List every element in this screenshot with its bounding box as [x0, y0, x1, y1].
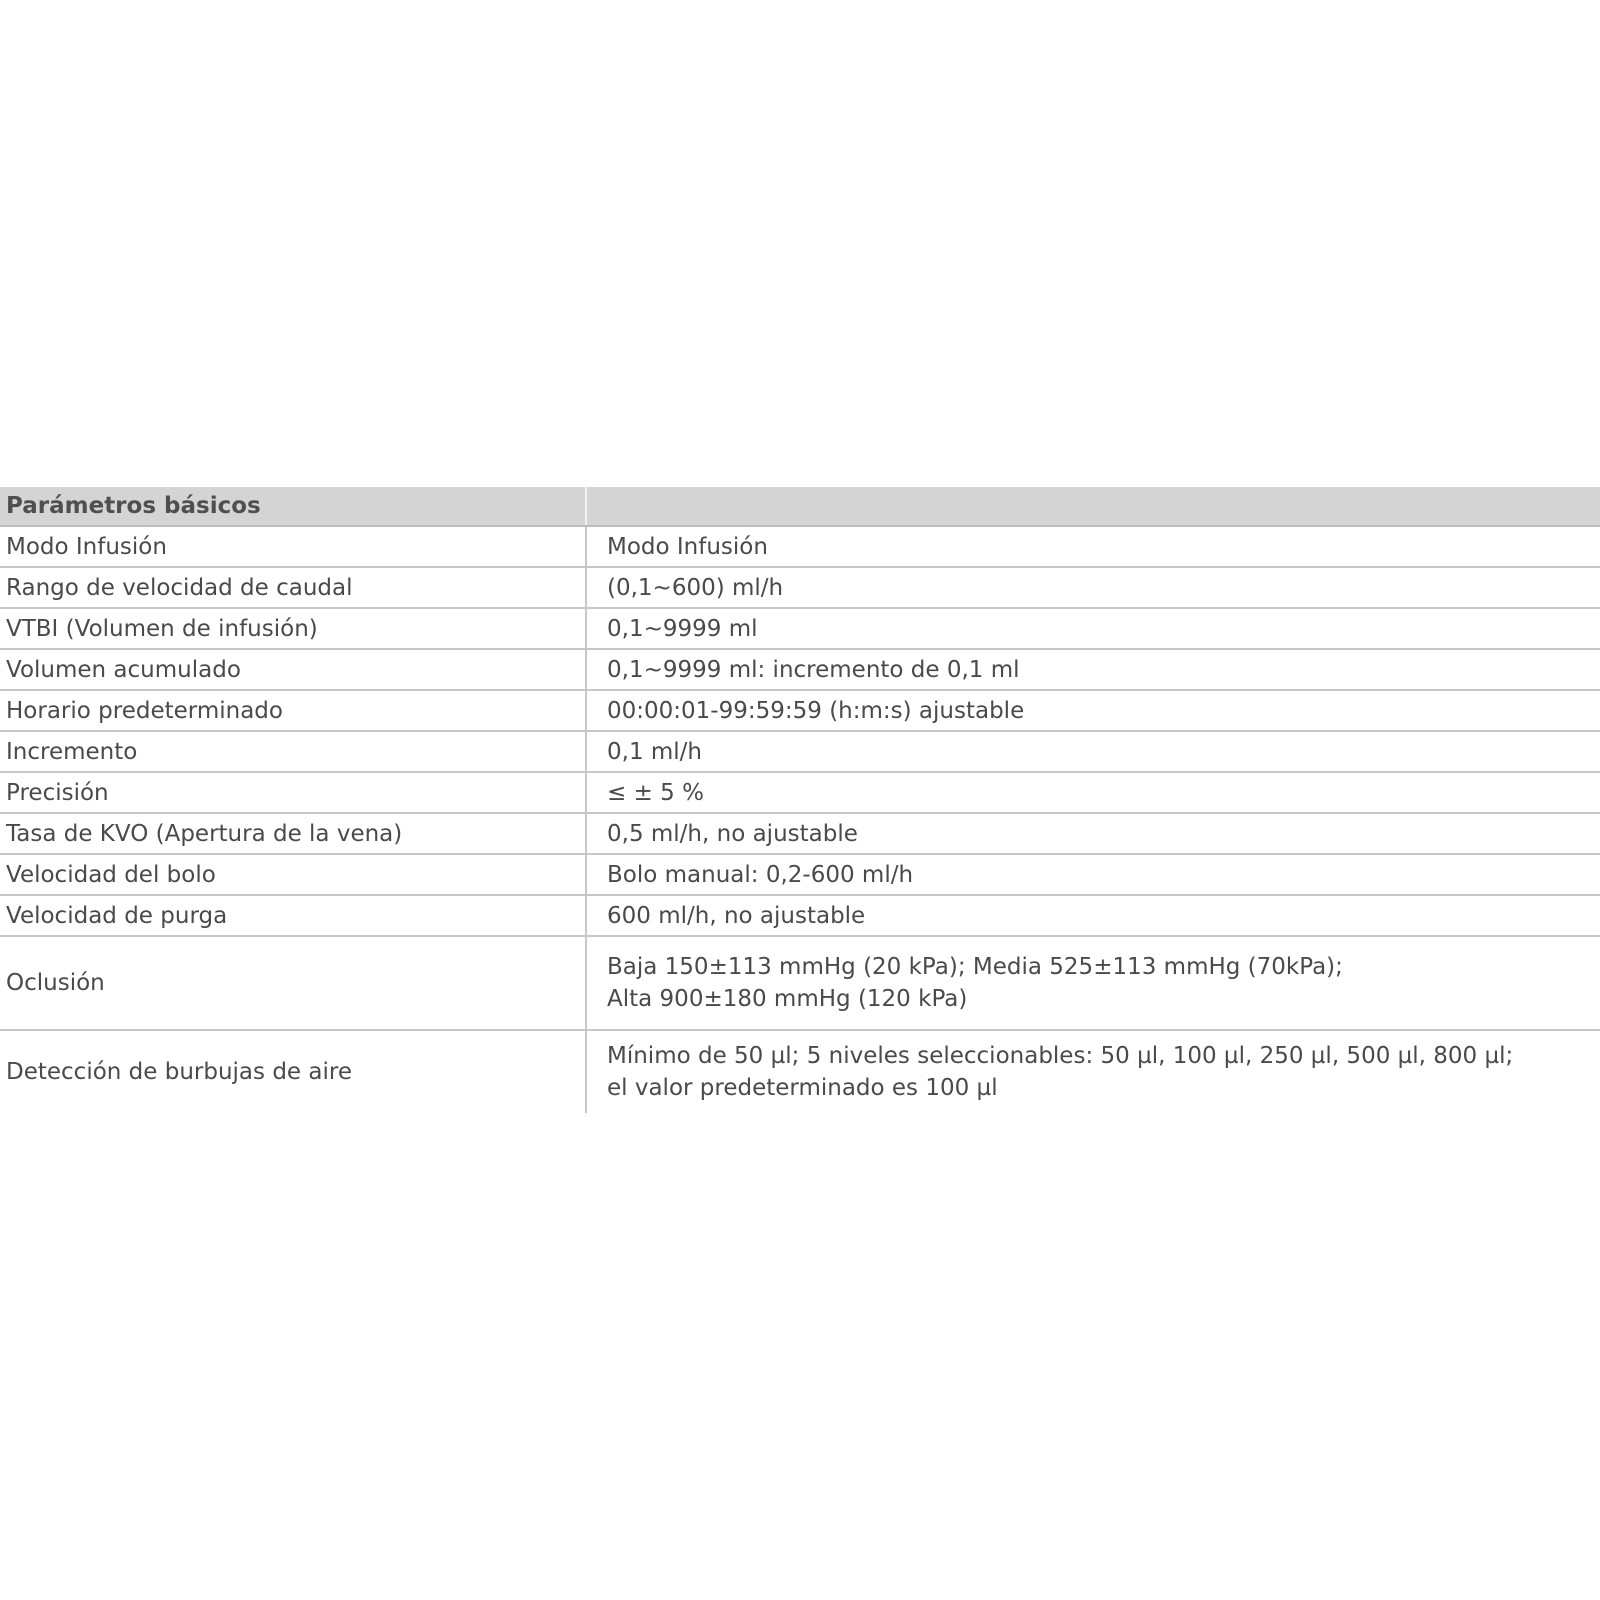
- row-value: 0,1 ml/h: [607, 738, 703, 765]
- row-label: Precisión: [0, 773, 587, 812]
- table-row: [0, 691, 1600, 732]
- header-value: [587, 487, 1600, 525]
- row-value: Baja 150±113 mmHg (20 kPa); Media 525±113 mmHg (70kPa); Alta 900±180 mmHg (120 kPa): [607, 954, 1343, 1012]
- table-row: [0, 527, 1600, 568]
- row-label: Volumen acumulado: [0, 650, 587, 689]
- table-row: [0, 1031, 1600, 1113]
- table-row: [0, 814, 1600, 855]
- row-label: Horario predeterminado: [0, 691, 587, 730]
- row-value: 0,1~9999 ml: [607, 615, 758, 642]
- row-value: 600 ml/h, no ajustable: [607, 902, 866, 929]
- row-value: Bolo manual: 0,2-600 ml/h: [607, 861, 914, 888]
- row-label: Velocidad de purga: [0, 896, 587, 935]
- header-label: Parámetros básicos: [0, 487, 587, 525]
- table-row: [0, 732, 1600, 773]
- table-row: [0, 609, 1600, 650]
- spec-table: [0, 487, 1600, 1113]
- table-header-row: [0, 487, 1600, 527]
- table-row: [0, 937, 1600, 1031]
- row-value: (0,1~600) ml/h: [607, 574, 784, 601]
- table-row: [0, 568, 1600, 609]
- row-value: ≤ ± 5 %: [607, 779, 704, 806]
- row-label: Velocidad del bolo: [0, 855, 587, 894]
- row-label: VTBI (Volumen de infusión): [0, 609, 587, 648]
- table-row: [0, 650, 1600, 691]
- row-label: Modo Infusión: [0, 527, 587, 566]
- table-row: [0, 773, 1600, 814]
- row-label: Rango de velocidad de caudal: [0, 568, 587, 607]
- table-row: [0, 896, 1600, 937]
- row-label: Oclusión: [0, 937, 587, 1029]
- row-value: 0,5 ml/h, no ajustable: [607, 820, 858, 847]
- table-row: [0, 855, 1600, 896]
- row-value: Mínimo de 50 µl; 5 niveles seleccionables: 50 µl, 100 µl, 250 µl, 500 µl, 800 µl; el valor predeterminado es 100 µl: [607, 1043, 1514, 1101]
- row-label: Detección de burbujas de aire: [0, 1031, 587, 1113]
- row-value: 0,1~9999 ml: incremento de 0,1 ml: [607, 656, 1020, 683]
- row-label: Incremento: [0, 732, 587, 771]
- row-value: Modo Infusión: [607, 533, 768, 560]
- row-value: 00:00:01-99:59:59 (h:m:s) ajustable: [607, 697, 1025, 724]
- row-label: Tasa de KVO (Apertura de la vena): [0, 814, 587, 853]
